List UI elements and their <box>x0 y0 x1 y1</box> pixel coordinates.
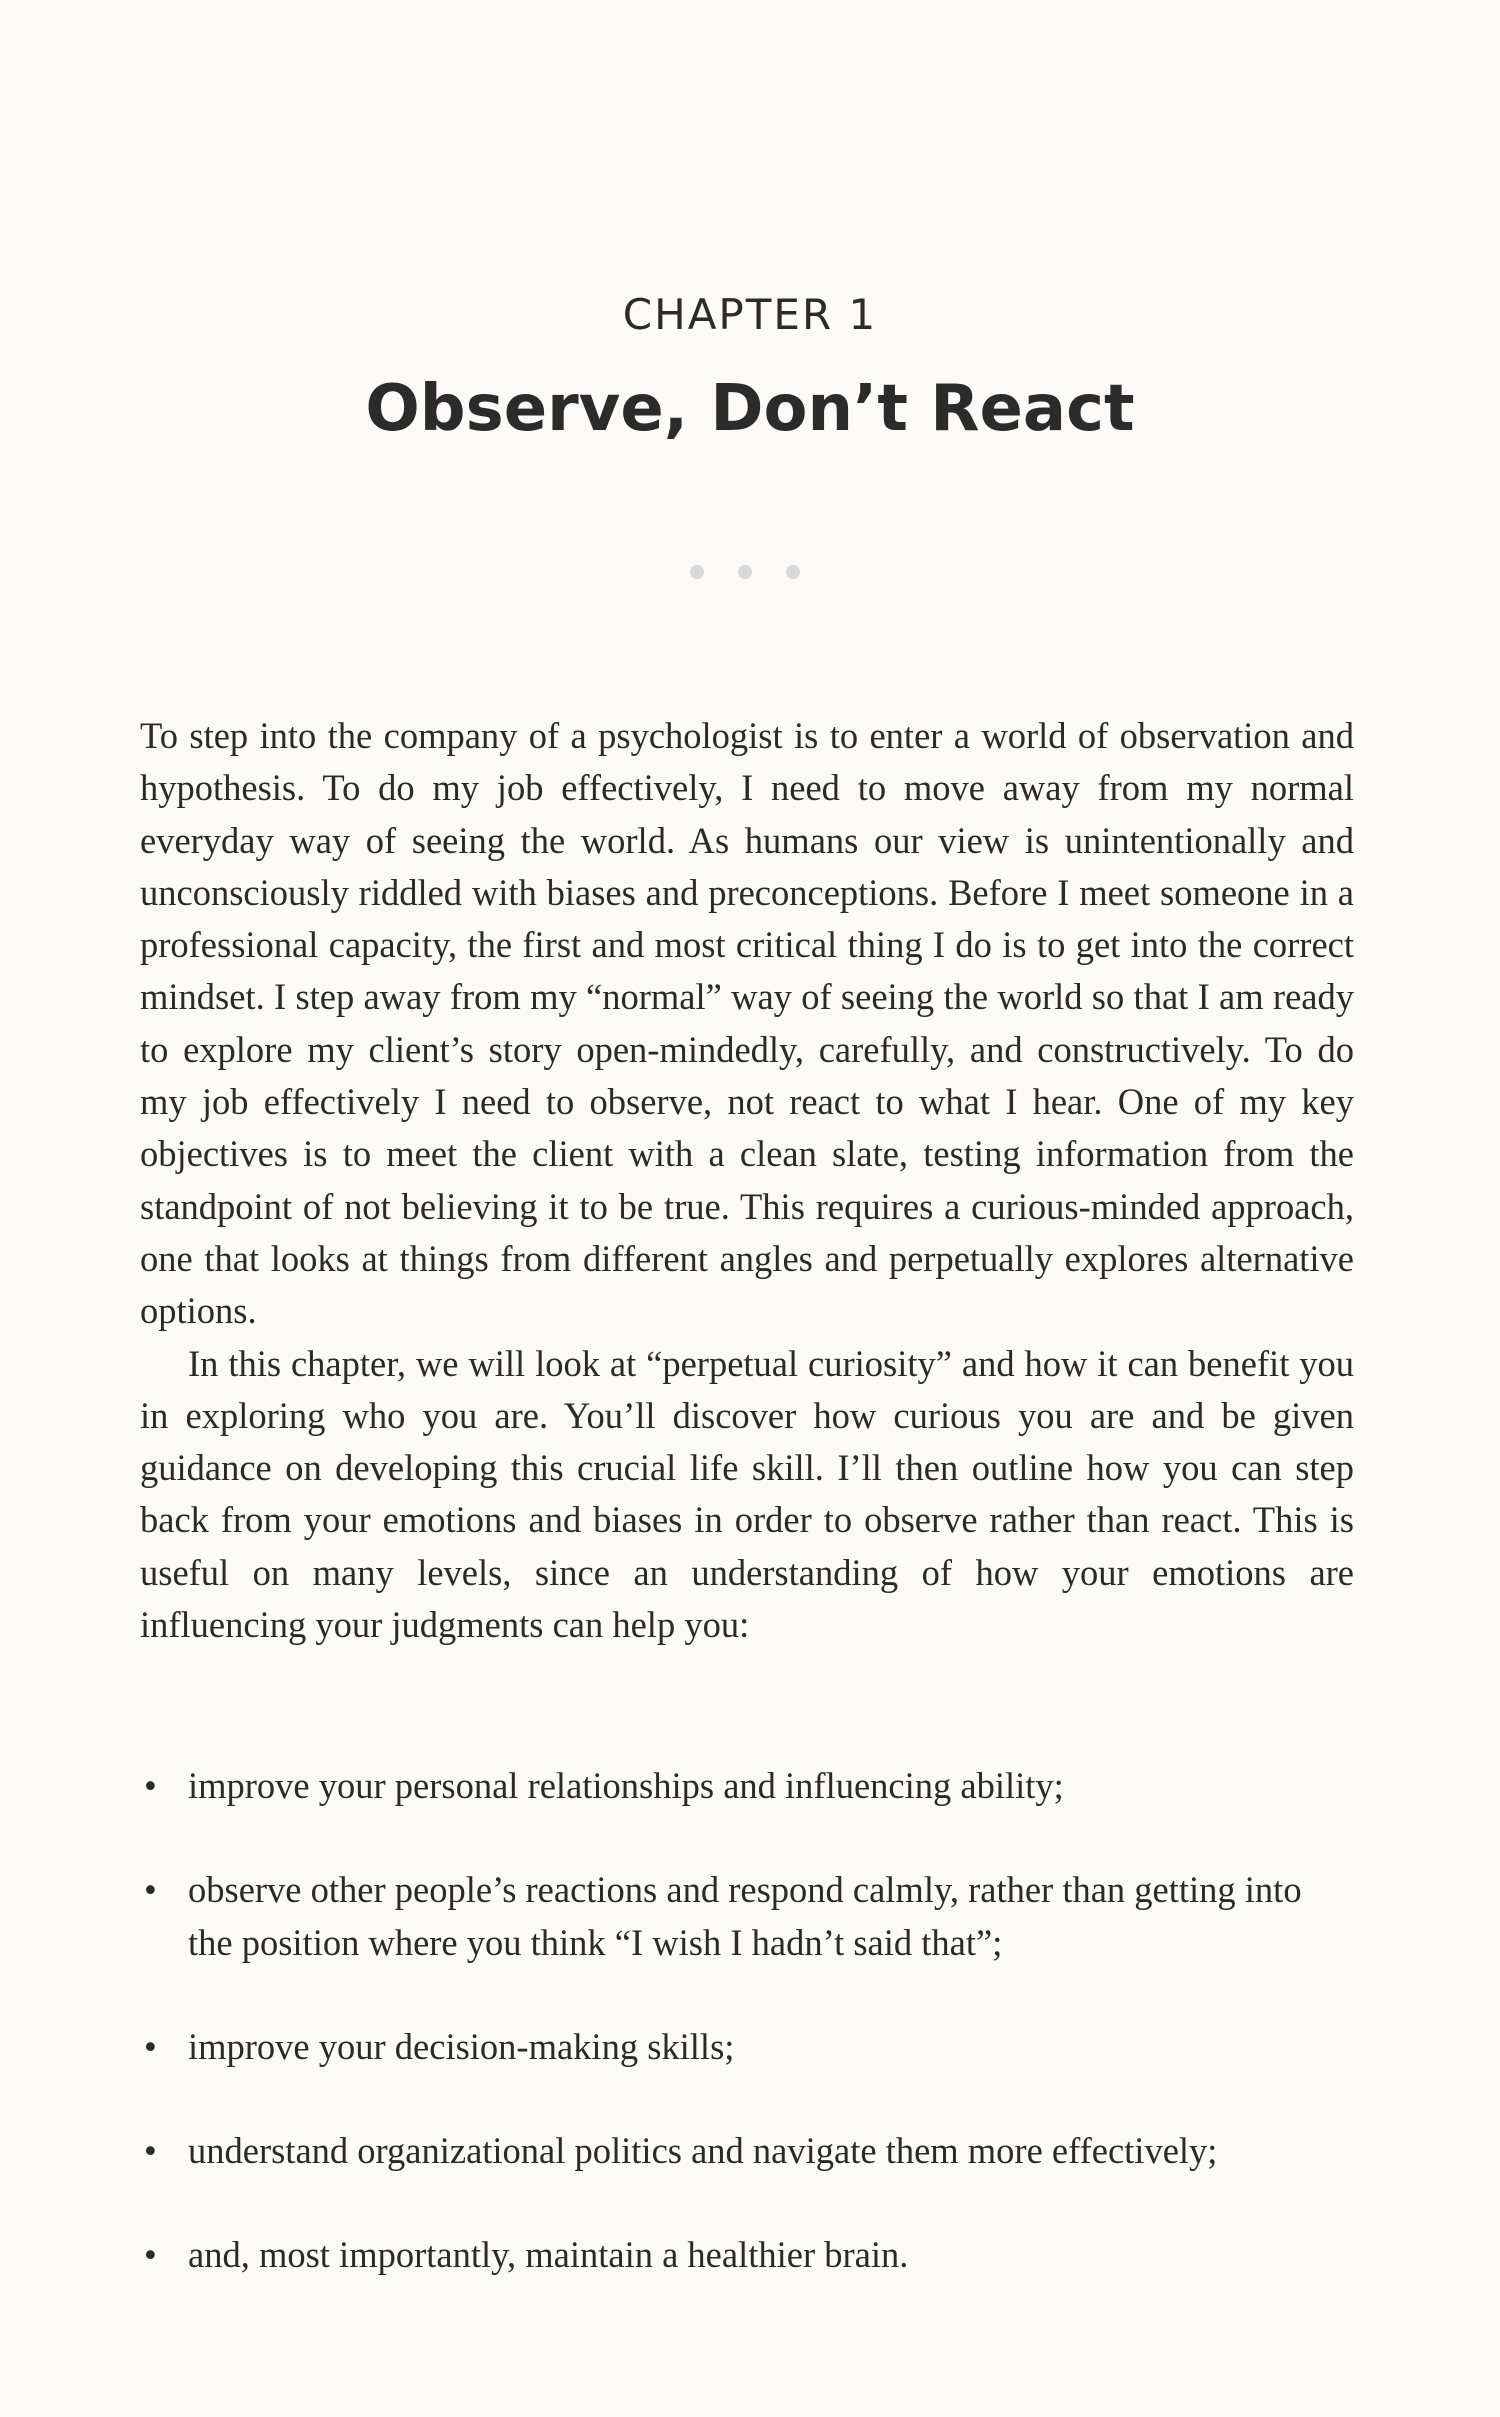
paragraph-chapter-overview: In this chapter, we will look at “perpetual curiosity” and how it can benefit you in exploring who you are. You’ll discover how curious you are and be given guidance on developing this crucial life skill. I’ll then outline how you can step back from your emotions and biases in order to observe rather than react. This is useful on many levels, since an understanding of how your emotions are influencing your judgments can help you: <box>140 1342 1354 1646</box>
list-item <box>140 1864 1354 1969</box>
list-item <box>140 2021 1354 2073</box>
ornament-dot-icon <box>738 565 752 579</box>
paragraph-intro: To step into the company of a psychologist is to enter a world of observation and hypothesis. To do my job effectively, I need to move away from my normal everyday way of seeing the world. As humans our view is unintentionally and unconsciously riddled with biases and preconceptions. Before I meet someone in a professional capacity, the first and most critical thing I do is to get into the correct mindset. I step away from my “normal” way of seeing the world so that I am ready to explore my client’s story open-mindedly, carefully, and constructively. To do my job effectively I need to observe, not react to what I hear. One of my key objectives is to meet the client with a clean slate, testing information from the standpoint of not believing it to be true. This requires a curious-minded approach, one that looks at things from different angles and perpetually explores alternative options. <box>140 715 1354 1332</box>
bullet-icon: • <box>144 2025 157 2067</box>
ornament-dot-icon <box>786 565 800 579</box>
section-ornament <box>690 562 800 582</box>
list-item-text: and, most importantly, maintain a healthier brain. <box>188 2234 909 2276</box>
list-item-text: improve your personal relationships and influencing ability; <box>188 1765 1064 1806</box>
benefits-list <box>140 1760 1354 2334</box>
list-item-text: understand organizational politics and navigate them more effectively; <box>188 2130 1218 2172</box>
list-item-text: improve your decision-making skills; <box>188 2025 735 2067</box>
bullet-icon: • <box>144 1869 157 1911</box>
list-item <box>140 1760 1354 1812</box>
list-item-text: observe other people’s reactions and respond calmly, rather than getting into the position where you think “I wish I hadn’t said that”; <box>188 1869 1302 1963</box>
list-item <box>140 2125 1354 2177</box>
bullet-icon: • <box>144 2234 157 2276</box>
body-text <box>140 710 1354 1651</box>
bullet-icon: • <box>144 1765 157 1806</box>
list-item <box>140 2229 1354 2281</box>
chapter-title: Observe, Don’t React <box>365 372 1135 446</box>
bullet-icon: • <box>144 2130 157 2172</box>
chapter-label: CHAPTER 1 <box>622 290 878 339</box>
ornament-dot-icon <box>690 565 704 579</box>
